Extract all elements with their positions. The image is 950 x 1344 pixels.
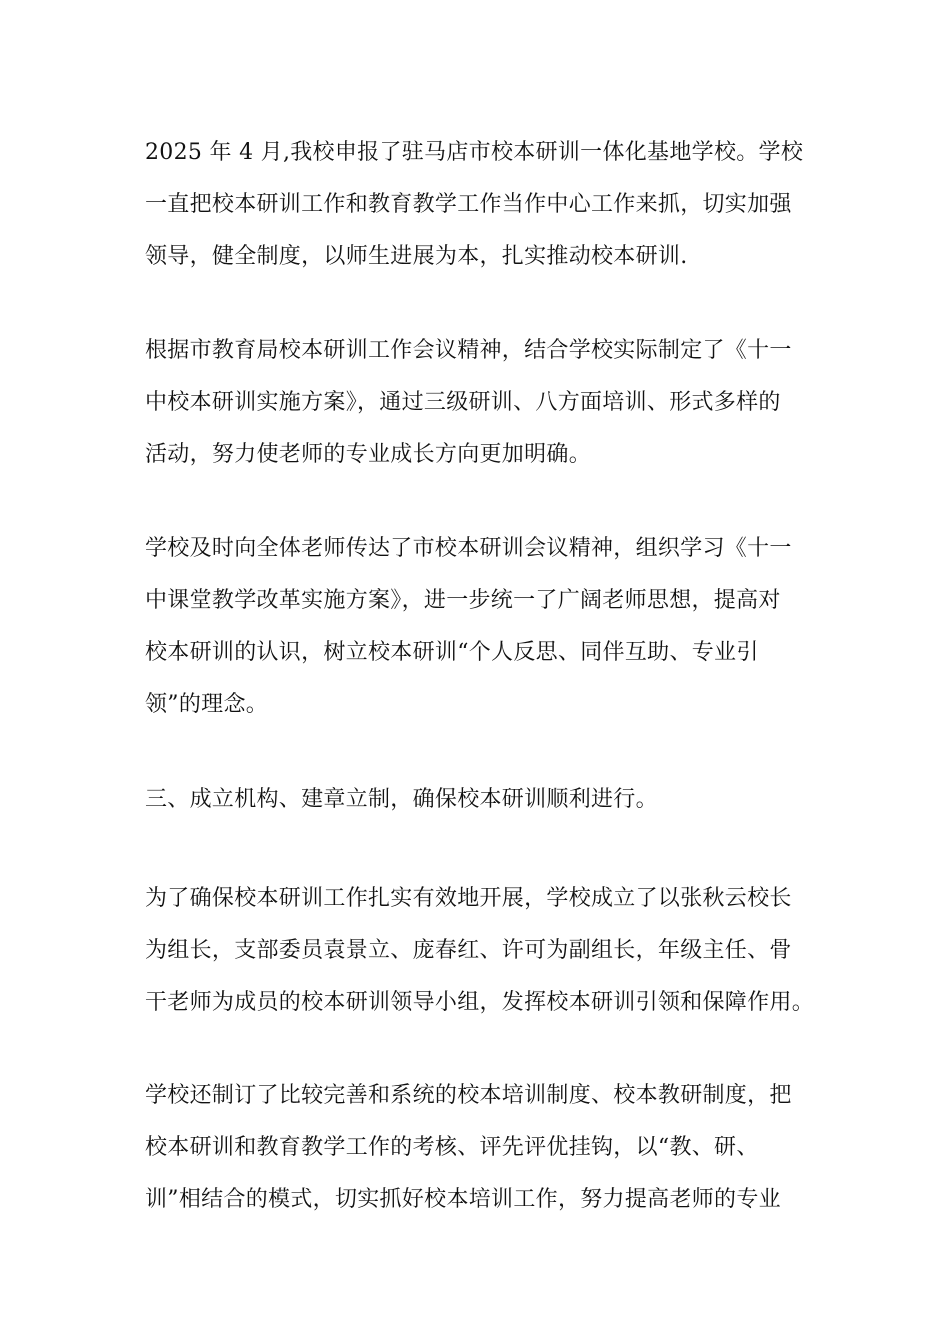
text-line: 领”的理念。 bbox=[145, 692, 269, 717]
text-line: 一直把校本研训工作和教育教学工作当作中心工作来抓，切实加强 bbox=[145, 192, 792, 217]
text-line: 为组长，支部委员袁景立、庞春红、许可为副组长，年级主任、骨 bbox=[145, 938, 792, 963]
text-line: 干老师为成员的校本研训领导小组，发挥校本研训引领和保障作用。 bbox=[145, 990, 815, 1015]
text-line: 校本研训的认识，树立校本研训“个人反思、同伴互助、专业引 bbox=[145, 640, 759, 665]
text-line: 训”相结合的模式，切实抓好校本培训工作，努力提高老师的专业 bbox=[145, 1187, 781, 1212]
text-line: 学校还制订了比较完善和系统的校本培训制度、校本教研制度，把 bbox=[145, 1083, 792, 1108]
text-line: 三、成立机构、建章立制，确保校本研训顺利进行。 bbox=[145, 787, 658, 812]
text-line: 校本研训和教育教学工作的考核、评先评优挂钩，以“教、研、 bbox=[145, 1135, 759, 1160]
text-line: 根据市教育局校本研训工作会议精神，结合学校实际制定了《十一 bbox=[145, 338, 792, 363]
text-line: 为了确保校本研训工作扎实有效地开展，学校成立了以张秋云校长 bbox=[145, 886, 792, 911]
section-heading bbox=[145, 774, 815, 826]
text-line: 学校及时向全体老师传达了市校本研训会议精神，组织学习《十一 bbox=[145, 536, 792, 561]
paragraph-training-system bbox=[145, 1070, 815, 1226]
text-line: 领导，健全制度，以师生进展为本，扎实推动校本研训. bbox=[145, 244, 688, 269]
paragraph-intro bbox=[145, 127, 815, 283]
text-line: 2025 年 4 月,我校申报了驻马店市校本研训一体化基地学校。学校 bbox=[145, 140, 804, 165]
text-line: 中校本研训实施方案》，通过三级研训、八方面培训、形式多样的 bbox=[145, 390, 781, 415]
text-line: 中课堂教学改革实施方案》，进一步统一了广阔老师思想，提高对 bbox=[145, 588, 781, 613]
paragraph-leadership-group bbox=[145, 873, 815, 1029]
text-line: 活动，努力使老师的专业成长方向更加明确。 bbox=[145, 442, 592, 467]
paragraph-meeting-spirit bbox=[145, 523, 815, 731]
paragraph-implementation-plan bbox=[145, 325, 815, 481]
